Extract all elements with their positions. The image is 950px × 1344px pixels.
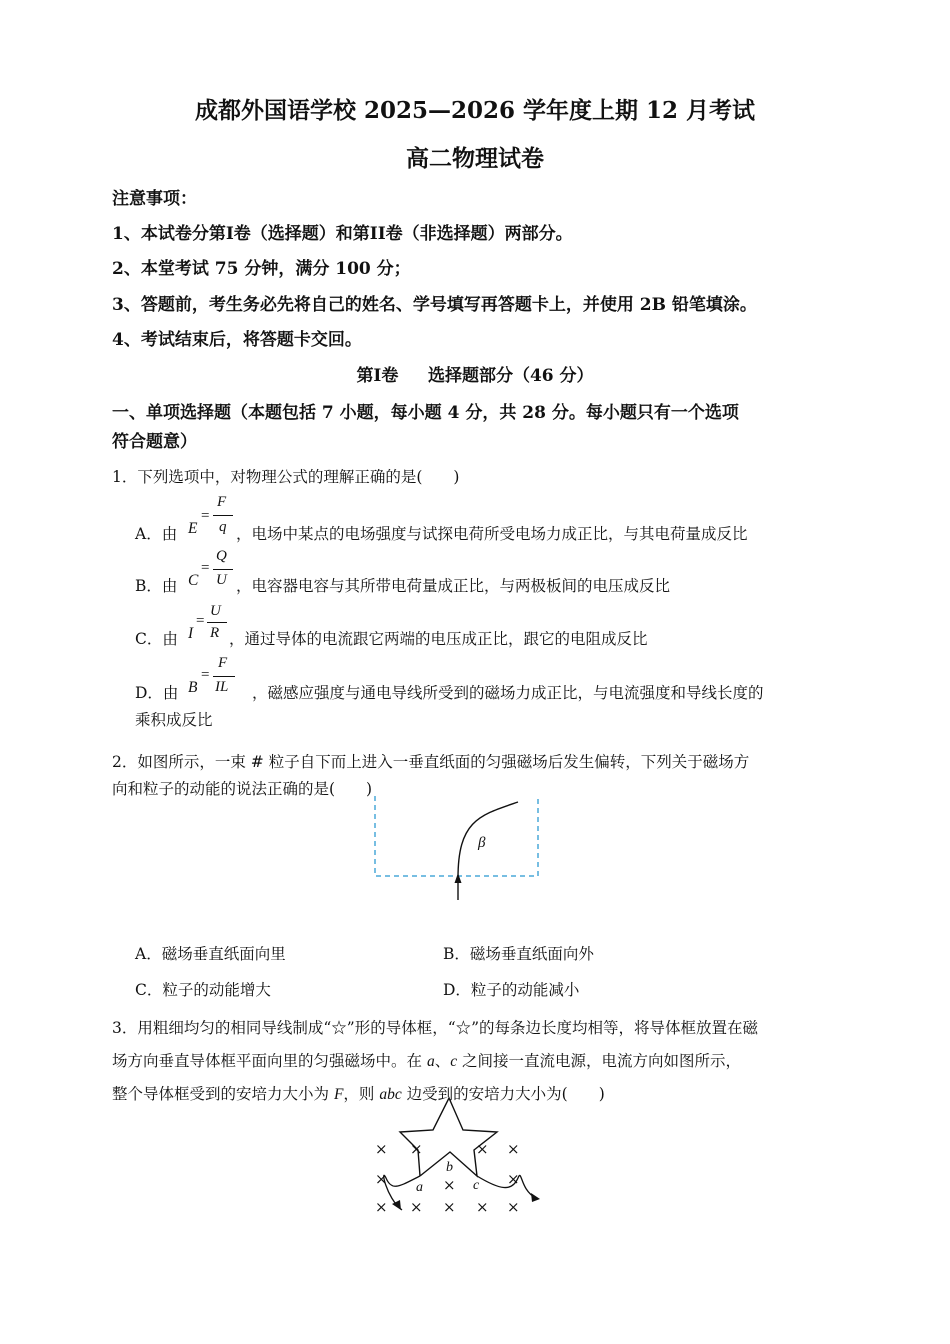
q3-var-c: c: [450, 1053, 458, 1070]
field-cross: ×: [375, 1198, 388, 1216]
section-heading-line2: 符合题意）: [112, 432, 197, 452]
q2-option-c: C．粒子的动能增大: [135, 981, 271, 999]
q1-d-text: ，磁感应强度与通电导线所受到的磁场力成正比，与电流强度和导线长度的: [252, 684, 764, 702]
q1-d-eq: =: [201, 667, 210, 683]
q1-c-label: C．由: [135, 630, 178, 648]
q2-stem-line1: 2．如图所示，一束 # 粒子自下而上进入一垂直纸面的匀强磁场后发生偏转，下列关于磁场方: [112, 753, 750, 771]
q1-b-var: C: [188, 572, 199, 589]
field-cross: ×: [507, 1170, 520, 1188]
note-item-2: 2、本堂考试 75 分钟，满分 100 分；: [112, 259, 411, 279]
q3-line3-c: 边受到的安培力大小为( ): [401, 1085, 605, 1103]
q3-label-c: c: [473, 1178, 480, 1193]
q3-var-a: a: [426, 1053, 435, 1070]
q2-option-b: B．磁场垂直纸面向外: [443, 945, 594, 963]
q3-line3-a: 整个导体框受到的安培力大小为: [112, 1085, 334, 1103]
field-cross: ×: [443, 1176, 456, 1194]
q1-a-var: E: [188, 520, 198, 537]
q1-c-eq: =: [196, 613, 205, 629]
q1-stem: 1．下列选项中，对物理公式的理解正确的是( ): [112, 468, 460, 486]
q1-b-text: ，电容器电容与其所带电荷量成正比，与两极板间的电压成反比: [236, 577, 671, 595]
q1-a-eq: =: [201, 508, 210, 524]
q3-sep: 、: [434, 1052, 451, 1070]
q3-var-F: F: [333, 1086, 344, 1103]
q1-b-den: U: [216, 572, 227, 588]
q1-d-text-cont: 乘积成反比: [135, 711, 213, 729]
part1-heading: 第I卷 选择题部分（46 分）: [356, 366, 594, 386]
q1-d-var: B: [188, 679, 198, 696]
notes-heading: 注意事项：: [112, 189, 197, 209]
q2-beta-label: β: [478, 835, 486, 851]
q3-line2-b: 之间接一直流电源，电流方向如图所示，: [457, 1052, 742, 1070]
q1-c-den: R: [210, 625, 220, 641]
q3-stem-line1: 3．用粗细均匀的相同导线制成“☆”形的导体框，“☆”的每条边长度均相等，将导体框放置在磁: [112, 1019, 759, 1037]
q1-a-num: F: [217, 494, 227, 510]
field-cross: ×: [375, 1170, 388, 1188]
q1-a-label: A．由: [135, 525, 178, 543]
q1-b-eq: =: [201, 560, 210, 576]
note-item-3: 3、答题前，考生务必先将自己的姓名、学号填写再答题卡上，并使用 2B 铅笔填涂。: [112, 295, 757, 315]
q1-d-den: IL: [215, 679, 229, 695]
field-cross: ×: [410, 1198, 423, 1216]
q1-b-label: B．由: [135, 577, 178, 595]
q1-d-label: D．由: [135, 684, 179, 702]
field-cross: ×: [410, 1140, 423, 1158]
section-heading-line1: 一、单项选择题（本题包括 7 小题，每小题 4 分，共 28 分。每小题只有一个选项: [112, 403, 739, 423]
note-item-4: 4、考试结束后，将答题卡交回。: [112, 330, 362, 350]
q3-line2-a: 场方向垂直导体框平面向里的匀强磁场中。在: [112, 1052, 427, 1070]
q1-d-num: F: [218, 655, 228, 671]
field-cross: ×: [507, 1198, 520, 1216]
q1-c-text: ，通过导体的电流跟它两端的电压成正比，跟它的电阻成反比: [229, 630, 648, 648]
q3-label-b: b: [446, 1160, 453, 1175]
q2-option-d: D．粒子的动能减小: [443, 981, 580, 999]
field-cross: ×: [507, 1140, 520, 1158]
q1-b-num: Q: [216, 548, 227, 564]
field-cross: ×: [476, 1198, 489, 1216]
q3-var-abc: abc: [379, 1086, 402, 1103]
note-item-1: 1、本试卷分第I卷（选择题）和第II卷（非选择题）两部分。: [112, 224, 573, 244]
field-cross: ×: [476, 1140, 489, 1158]
q3-label-a: a: [416, 1180, 423, 1195]
q2-stem-line2: 向和粒子的动能的说法正确的是( ): [112, 780, 373, 798]
field-cross: ×: [375, 1140, 388, 1158]
q2-option-a: A．磁场垂直纸面向里: [135, 945, 286, 963]
q1-c-var: I: [188, 625, 194, 642]
q1-c-num: U: [210, 603, 221, 619]
q3-line3-b: ，则: [343, 1085, 380, 1103]
q1-a-den: q: [219, 519, 227, 535]
field-cross: ×: [443, 1198, 456, 1216]
q1-a-text: ，电场中某点的电场强度与试探电荷所受电场力成正比，与其电荷量成反比: [236, 525, 748, 543]
exam-title: 成都外国语学校 2025—2026 学年度上期 12 月考试: [194, 97, 756, 124]
exam-subtitle: 高二物理试卷: [406, 145, 544, 172]
q3-right-arrow: [531, 1193, 540, 1202]
